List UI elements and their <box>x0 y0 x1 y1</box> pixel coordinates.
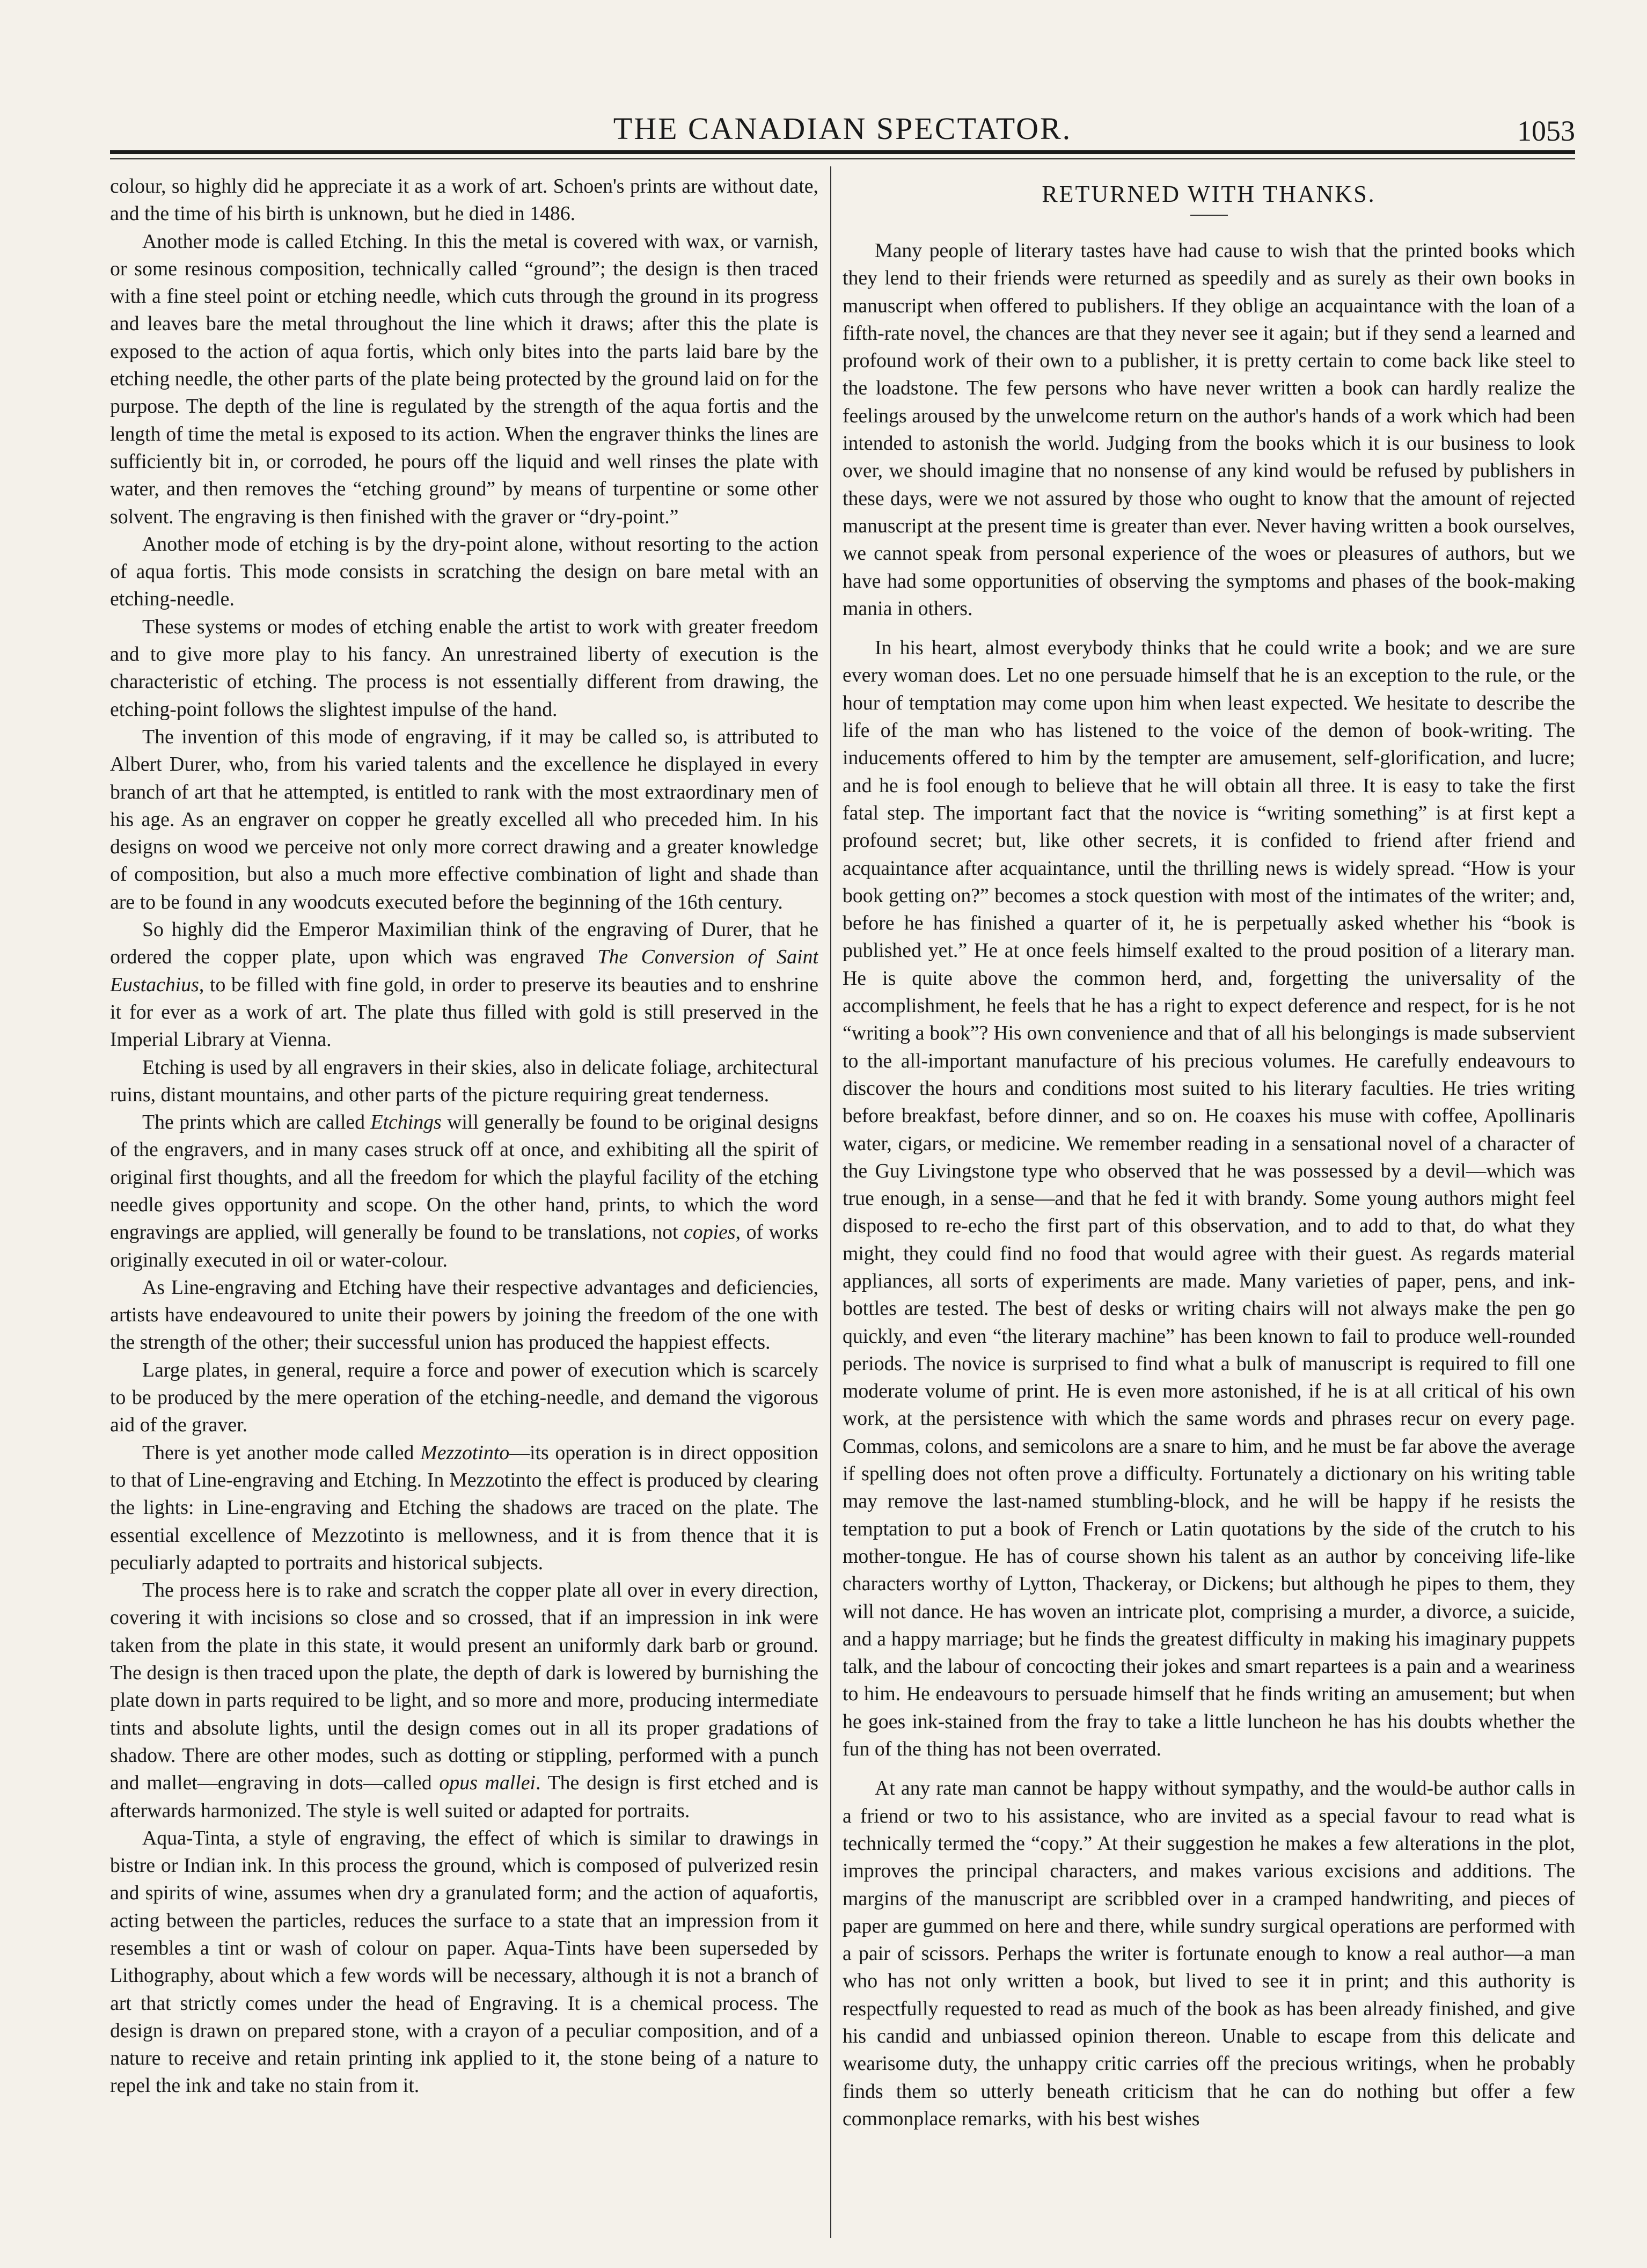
italic-term: Etchings <box>370 1111 442 1134</box>
article-title: RETURNED WITH THANKS. <box>1042 181 1376 207</box>
title-rule <box>1190 215 1228 216</box>
left-column <box>110 173 818 2250</box>
paragraph <box>110 1109 818 1274</box>
italic-title: The Conversion of Saint Eustachius <box>110 946 818 996</box>
paragraph: colour, so highly did he appreciate it as a work of art. Schoen's prints are without date, and the time of his birth is unknown, but he died in 1486. <box>110 175 818 225</box>
text-run: The prints which are called <box>142 1111 371 1134</box>
header-rule-thick <box>110 150 1575 154</box>
text-run: , of works originally executed in oil or water-colour. <box>110 1221 818 1271</box>
paragraph: Many people of literary tastes have had cause to wish that the printed books which they lend to their friends were returned as speedily and as surely as their own books in manuscript when offered to publishers. If they oblige an acquaintance with the loan of a fifth-rate novel, the chances are that they never see it again; but if they send a learned and profound work of their own to a publisher, it is pretty certain to come back like steel to the loadstone. The few persons who have never written a book can hardly realize the feelings aroused by the unwelcome return on the author's hands of a work which had been intended to astonish the world. Judging from the books which it is our business to look over, we should imagine that no nonsense of any kind would be refused by publishers in these days, were we not assured by those who ought to know that the amount of rejected manuscript at the present time is greater than ever. Never having written a book ourselves, we cannot speak from personal experience of the woes or pleasures of authors, but we have had some opportunities of observing the symptoms and phases of the book-making mania in others. <box>843 239 1575 620</box>
italic-term: opus mallei <box>439 1772 536 1795</box>
column-divider <box>830 166 831 2238</box>
text-run: . The design is first etched and is afterwards harmonized. The style is well suited or adapted for portraits. <box>110 1772 818 1822</box>
paragraph: Large plates, in general, require a force and power of execution which is scarcely to be produced by the mere operation of the etching-needle, and demand the vigorous aid of the graver. <box>110 1358 818 1437</box>
paragraph: Another mode of etching is by the dry-point alone, without resorting to the action of aqua fortis. This mode consists in scratching the design on bare metal with an etching-needle. <box>110 532 818 611</box>
paragraph: Another mode is called Etching. In this the metal is covered with wax, or varnish, or some resinous composition, technically called “ground”; the design is then traced with a fine steel point or etching needle, which cuts through the ground in its progress and leaves bare the metal throughout the line which it draws; after this the plate is exposed to the action of aqua fortis, which only bites into the parts laid bare by the etching needle, the other parts of the plate being protected by the ground laid on for the purpose. The depth of the line is regulated by the strength of the aqua fortis and the length of time the metal is exposed to its action. When the engraver thinks the lines are sufficiently bit in, or corroded, he pours off the liquid and well rinses the plate with water, and then removes the “etching ground” by means of turpentine or some other solvent. The engraving is then finished with the graver or “dry-point.” <box>110 230 818 528</box>
text-run: The process here is to rake and scratch the copper plate all over in every direction, covering it with incisions so close and so crossed, that if an impression in ink were taken from the plate in this state, it would present an uniformly dark barb or ground. The design is then traced upon the plate, the depth of dark is lowered by burnishing the plate down in parts required to be light, and so more and more, producing intermediate tints and absolute lights, until the design comes out in all its proper gradations of shadow. There are other modes, such as dotting or stippling, performed with a punch and mallet—engraving in dots—called <box>110 1579 818 1795</box>
right-column <box>843 173 1575 2250</box>
paragraph <box>110 1577 818 1825</box>
text-run: So highly did the Emperor Maximilian think of the engraving of Durer, that he ordered the copper plate, upon which was engraved <box>110 918 818 969</box>
paragraph <box>110 916 818 1053</box>
italic-term: Mezzotinto <box>420 1441 510 1464</box>
paragraph: At any rate man cannot be happy without sympathy, and the would-be author calls in a friend or two to his assistance, who are invited as a special favour to read what is technically termed the “copy.” At their suggestion he makes a few alterations in the plot, improves the principal characters, and makes various excisions and additions. The margins of the manuscript are scribbled over in a cramped handwriting, and pieces of paper are gummed on here and there, while sundry surgical operations are performed with a pair of scissors. Perhaps the writer is fortunate enough to know a real author—a man who has not only written a book, but lived to see it in print; and this authority is respectfully requested to read as much of the book as has been already finished, and give his candid and unbiassed opinion thereon. Unable to escape from this delicate and wearisome duty, the unhappy critic carries off the precious writings, when he probably finds them so utterly beneath criticism that he can do nothing but offer a few commonplace remarks, with his best wishes <box>843 1777 1575 2130</box>
masthead-title: THE CANADIAN SPECTATOR. <box>613 111 1072 146</box>
text-run: —its operation is in direct opposition to that of Line-engraving and Etching. In Mezzotinto the effect is produced by clearing the lights: in Line-engraving and Etching the shadows are traced on the plate. The essential excellence of Mezzotinto is mellowness, and it is from thence that it is peculiarly adapted to portraits and historical subjects. <box>110 1441 818 1574</box>
paragraph: Aqua-Tinta, a style of engraving, the effect of which is similar to drawings in bistre or Indian ink. In this process the ground, which is composed of pulverized resin and spirits of wine, assumes when dry a granulated form; and the action of aquafortis, acting between the particles, reduces the surface to a state that an impression from it resembles a tint or wash of colour on paper. Aqua-Tints have been superseded by Lithography, about which a few words will be necessary, although it is not a branch of art that strictly comes under the head of Engraving. It is a chemical process. The design is drawn on prepared stone, with a crayon of a peculiar composition, and of a nature to receive and retain printing ink applied to it, the stone being of a nature to repel the ink and take no stain from it. <box>110 1826 818 2097</box>
text-run: , to be filled with fine gold, in order to preserve its beauties and to enshrine it for ever as a work of art. The plate thus filled with gold is still preserved in the Imperial Library at Vienna. <box>110 973 818 1051</box>
page-number: 1053 <box>1517 115 1575 147</box>
page-header <box>110 110 1575 148</box>
paragraph <box>110 1439 818 1577</box>
paragraph: Etching is used by all engravers in their skies, also in delicate foliage, architectural ruins, distant mountains, and other parts of the picture requiring great tenderness. <box>110 1056 818 1106</box>
text-run: will generally be found to be original designs of the engravers, and in many cases struck off at once, and exhibiting all the spirit of original first thoughts, and all the freedom for which the playful facility of the etching needle gives opportunity and scope. On the other hand, prints, to which the word engravings are applied, will generally be found to be translations, not <box>110 1111 818 1244</box>
paragraph: The invention of this mode of engraving, if it may be called so, is attributed to Albert Durer, who, from his varied talents and the excellence he displayed in every branch of art that he attempted, is entitled to rank with the most extraordinary men of his age. As an engraver on copper he greatly excelled all who preceded him. In his designs on wood we perceive not only more correct drawing and a greater knowledge of composition, but also a much more effective combination of light and shade than are to be found in any woodcuts executed before the beginning of the 16th century. <box>110 725 818 913</box>
paragraph: As Line-engraving and Etching have their respective advantages and deficiencies, artists have endeavoured to unite their powers by joining the freedom of the one with the strength of the other; their successful union has produced the happiest effects. <box>110 1276 818 1354</box>
text-run: There is yet another mode called <box>142 1441 421 1464</box>
paragraph: These systems or modes of etching enable the artist to work with greater freedom and to give more play to his fancy. An unrestrained liberty of execution is the characteristic of etching. The process is not essentially different from drawing, the etching-point follows the slightest impulse of the hand. <box>110 615 818 721</box>
italic-term: copies <box>684 1221 736 1244</box>
header-rule-thin <box>110 158 1575 159</box>
paragraph: In his heart, almost everybody thinks that he could write a book; and we are sure every woman does. Let no one persuade himself that he is an exception to the rule, or the hour of temptation may come upon him when least expected. We hesitate to describe the life of the man who has listened to the voice of the demon of book-writing. The inducements offered to him by the tempter are amusement, self-glorification, and lucre; and he is fool enough to believe that he will obtain all three. It is easy to take the first fatal step. The important fact that the novice is “writing something” is at first kept a profound secret; but, like other secrets, it is confided to friend after friend and acquaintance after acquaintance, until the thrilling news is widely spread. “How is your book getting on?” becomes a stock question with most of the intimates of the writer; and, before he has finished a quarter of it, he is perpetually asked whether his “book is published yet.” He at once feels himself exalted to the proud position of a literary man. He is quite above the common herd, and, forgetting the universality of the accomplishment, he feels that he has a right to expect deference and respect, for is he not “writing a book”? His own convenience and that of all his belongings is made subservient to the all-important manufacture of his precious volumes. He carefully endeavours to discover the hours and conditions most suited to his literary faculties. He tries writing before breakfast, before dinner, and so on. He coaxes his muse with coffee, Apollinaris water, cigars, or medicine. We remember reading in a sensational novel of a character of the Guy Livingstone type who observed that he was possessed by a devil—which was true enough, in a sense—and that he fed it with brandy. Some young authors might feel disposed to re-echo the first part of this observation, and to add to that, do what they might, they could find no food that would agree with their guest. As regards material appliances, all sorts of experiments are made. Many varieties of paper, pens, and ink-bottles are tested. The best of desks or writing chairs will not always make the pen go quickly, and even “the literary machine” has been known to fail to produce well-rounded periods. The novice is surprised to find what a bulk of manuscript is required to fill one moderate volume of print. He is even more astonished, if he is at all critical of his own work, at the persistence with which the same words and phrases recur on every page. Commas, colons, and semicolons are a snare to him, and he must be far above the average if spelling does not often prove a difficulty. Fortunately a dictionary on his writing table may remove the last-named stumbling-block, and he will be happy if he resists the temptation to put a book of French or Latin quotations by the side of the crutch to his mother-tongue. He has of course shown his talent as an author by conceiving life-like characters worthy of Lytton, Thackeray, or Dickens; but although he pipes to them, they will not dance. He has woven an intricate plot, comprising a murder, a divorce, a suicide, and a happy marriage; but he finds the greatest difficulty in making his imaginary puppets talk, and the labour of concocting their jokes and smart repartees is a pain and a weariness to him. He endeavours to persuade himself that he finds writing an amusement; but when he goes ink-stained from the fray to take a little luncheon he has his doubts whether the fun of the thing has not been overrated. <box>843 636 1575 1761</box>
